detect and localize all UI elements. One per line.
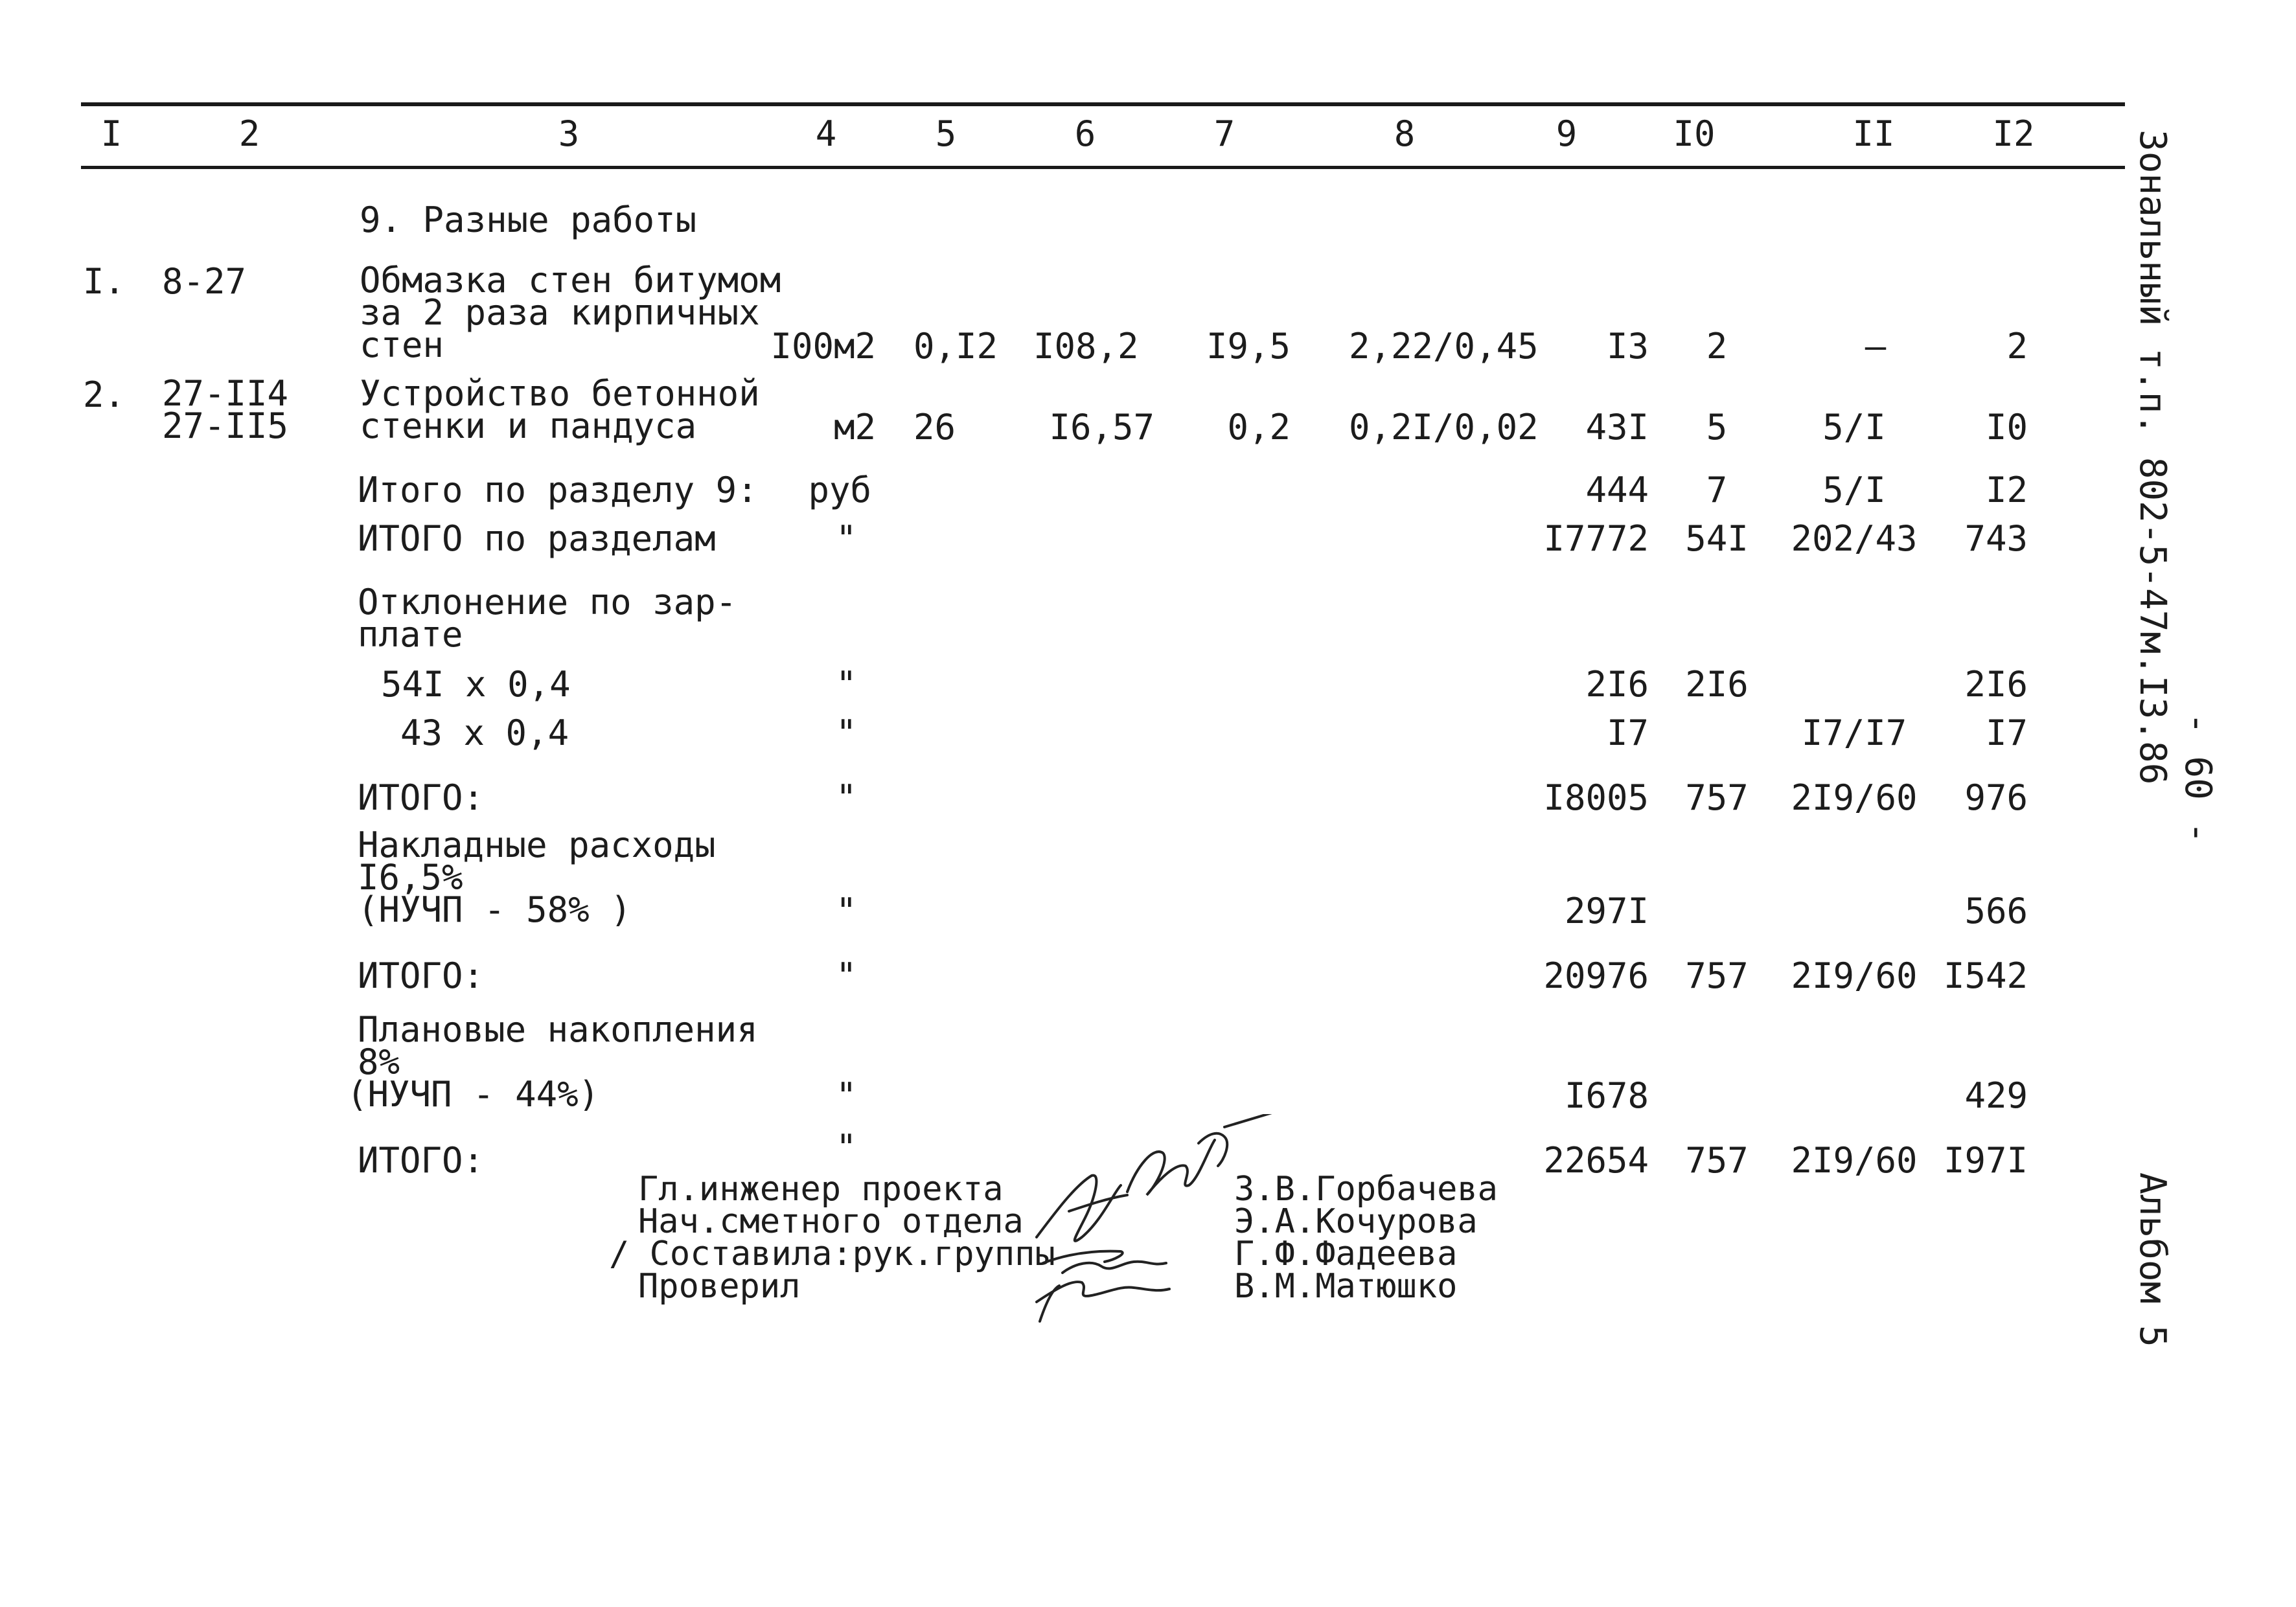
total-label: Итого по разделу 9: [358,470,758,510]
column-header-5: 5 [935,113,957,154]
total-col10: 757 [1685,955,1749,996]
total-col9: I7772 [1543,518,1649,559]
column-header-4: 4 [815,113,837,154]
total-col9: 444 [1585,470,1649,510]
signature-role: Гл.инженер проекта [638,1170,1004,1209]
signatory-name: В.М.Матюшко [1234,1267,1458,1306]
row-col7: 0,2 [1227,407,1291,448]
signature-role: / Составила:рук.группы [609,1235,1055,1273]
total-unit: руб [808,470,871,510]
ditto-mark: " [836,1075,857,1116]
page-number: - 60 - [2177,712,2219,844]
column-header-10: I0 [1673,113,1716,154]
total-col12: I7 [1985,712,2028,753]
column-header-12: I2 [1992,113,2035,154]
row-name-line: за 2 раза кирпичных [360,292,760,333]
column-header-9: 9 [1556,113,1578,154]
total-col9: 2I6 [1585,664,1649,705]
row-unit: м2 [833,407,876,448]
total-label-line: (НУЧП - 58% ) [358,889,632,930]
signatory-name: Э.А.Кочурова [1234,1202,1478,1241]
ditto-mark: " [836,777,857,818]
total-label-line: Плановые накопления [358,1009,758,1050]
row-name-line: Обмазка стен битумом [360,260,781,301]
signature-role: Нач.сметного отдела [638,1202,1024,1241]
ditto-mark: " [836,712,857,753]
project-code-label: Зональный т.п. 802-5-47м.I3.86 [2131,130,2174,785]
total-col10: 2I6 [1685,664,1749,705]
row-quantity: 0,I2 [913,326,998,367]
column-header-6: 6 [1074,113,1096,154]
signature-role: Проверил [638,1267,801,1306]
column-header-3: 3 [558,113,580,154]
row-code [162,373,289,446]
total-col9: I678 [1564,1075,1649,1116]
row-name-line: стен [360,325,444,365]
total-col10: 54I [1685,518,1749,559]
total-label [358,825,716,930]
ditto-mark: " [836,955,857,996]
total-label: 54I x 0,4 [381,664,571,705]
total-col10: 757 [1685,1140,1749,1181]
signatory-name: З.В.Горбачева [1234,1170,1498,1209]
row-name [360,260,781,365]
row-col7: I9,5 [1206,326,1291,367]
total-col11: 2I9/60 [1791,955,1918,996]
total-col11: 2I9/60 [1791,1140,1918,1181]
total-col9: 297I [1564,891,1649,931]
total-col9: 22654 [1543,1140,1649,1181]
row-col10: 5 [1706,407,1728,448]
total-label: ИТОГО: [358,955,485,996]
row-code: 8-27 [162,261,247,302]
total-label: ИТОГО: [358,777,485,818]
row-col10: 2 [1706,326,1728,367]
total-label: ИТОГО по разделам [358,518,716,559]
total-label-line: I6,5% [358,857,463,898]
row-col11: 5/I [1822,407,1886,448]
row-code-line: 27-II4 [162,373,289,414]
total-col12: 976 [1964,777,2028,818]
total-label-line: Накладные расходы [358,825,716,865]
total-label-line: плате [358,614,463,655]
total-label: 43 x 0,4 [400,712,569,753]
row-code-line: 27-II5 [162,405,289,446]
column-header-11: II [1852,113,1895,154]
total-col12: I2 [1985,470,2028,510]
row-col9: 43I [1585,407,1649,448]
row-col12: 2 [2006,326,2028,367]
total-col12: 743 [1964,518,2028,559]
ditto-mark: " [836,891,857,931]
total-col12: 429 [1964,1075,2028,1116]
row-col12: I0 [1985,407,2028,448]
ditto-mark: " [836,664,857,705]
total-col9: I8005 [1543,777,1649,818]
header-bottom-rule [81,166,2125,169]
total-col11: 202/43 [1791,518,1918,559]
column-header-1: I [100,113,122,154]
row-col6: I08,2 [1033,326,1139,367]
signatory-name: Г.Ф.Фадеева [1234,1235,1458,1273]
row-col8: 0,2I/0,02 [1349,407,1539,448]
total-col9: I7 [1606,712,1649,753]
handwritten-signatures [1030,1114,1302,1334]
total-label: ИТОГО: [358,1140,485,1181]
section-title: 9. Разные работы [360,199,697,240]
row-quantity: 26 [913,407,956,448]
row-unit: I00м2 [770,326,876,367]
row-number: 2. [83,374,126,415]
total-col11: I7/I7 [1801,712,1907,753]
album-label: Альбом 5 [2131,1172,2174,1347]
total-col10: 757 [1685,777,1749,818]
total-col12: 2I6 [1964,664,2028,705]
total-label [358,582,737,655]
total-col11: 2I9/60 [1791,777,1918,818]
top-rule [81,102,2125,106]
total-col11: 5/I [1822,470,1886,510]
total-col12: 566 [1964,891,2028,931]
total-col12: I542 [1943,955,2028,996]
ditto-mark: " [836,518,857,559]
total-label-line: (НУЧП - 44%) [347,1074,600,1115]
total-col9: 20976 [1543,955,1649,996]
column-header-8: 8 [1394,113,1416,154]
column-header-2: 2 [238,113,260,154]
total-label-line: Отклонение по зар- [358,582,737,622]
row-name-line: Устройство бетонной [360,373,760,414]
row-col6: I6,57 [1049,407,1154,448]
row-name-line: стенки и пандуса [360,405,697,446]
row-name [360,373,760,446]
ditto-mark: " [836,1127,857,1168]
total-label [347,1009,758,1115]
row-number: I. [83,261,126,302]
total-col10: 7 [1706,470,1728,510]
row-col11: – [1865,326,1887,367]
total-label-line: 8% [358,1042,400,1082]
column-header-7: 7 [1213,113,1235,154]
row-col9: I3 [1606,326,1649,367]
total-col12: I97I [1943,1140,2028,1181]
row-col8: 2,22/0,45 [1349,326,1539,367]
